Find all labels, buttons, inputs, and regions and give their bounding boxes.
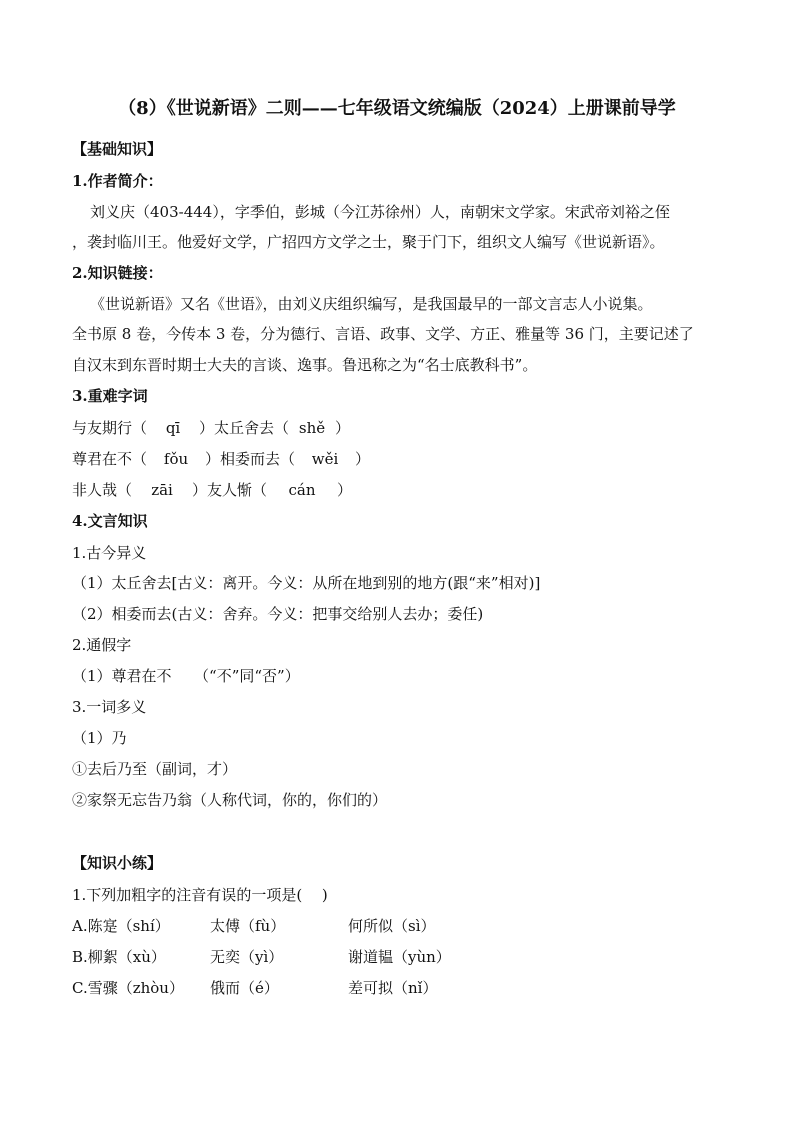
pinyin: shě <box>298 419 326 437</box>
pinyin: fǒu <box>163 450 189 468</box>
classical-item: ①去后乃至（副词，才） <box>72 760 238 778</box>
option-item: 何所似（sì） <box>348 917 436 935</box>
word-text: ）相委而去（ <box>205 450 296 468</box>
link-text-line: 《世说新语》又名《世语》，由刘义庆组织编写，是我国最早的一部文言志人小说集。 <box>90 295 653 313</box>
classical-item: （1）太丘舍去[古义：离开。今义：从所在地到别的地方(跟“来”相对)] <box>72 574 541 592</box>
section-heading-practice: 【知识小练】 <box>72 854 163 872</box>
option-item: 俄而（é） <box>210 979 279 997</box>
author-text-line: 刘义庆（403-444），字季伯，彭城（今江苏徐州）人，南朝宋文学家。宋武帝刘裕之侄 <box>90 203 670 221</box>
word-text: 尊君在不（ <box>72 450 148 468</box>
classical-item: （1）尊君在不 （“不”同“否”） <box>72 667 300 685</box>
pinyin: qī <box>165 419 181 437</box>
pinyin: wěi <box>311 450 339 468</box>
page-title: （8）《世说新语》二则——七年级语文统编版（2024）上册课前导学 <box>118 98 676 119</box>
link-text-line: 全书原 8 卷，今传本 3 卷，分为德行、言语、政事、文学、方正、雅量等 36 门，主要记述了 <box>72 325 694 343</box>
classical-subheading: 1.古今异义 <box>72 544 147 562</box>
word-row <box>72 480 352 500</box>
classical-subheading: 3.一词多义 <box>72 698 147 716</box>
classical-item: （2）相委而去(古义：舍弃。今义：把事交给别人去办；委任) <box>72 605 484 623</box>
word-row <box>72 449 370 469</box>
pinyin: cán <box>288 481 316 499</box>
pinyin: zāi <box>151 481 173 499</box>
link-text-line: 自汉末到东晋时期士大夫的言谈、逸事。鲁迅称之为“名士底教科书”。 <box>72 356 538 374</box>
option-item: B.柳絮（xù） <box>72 948 166 966</box>
author-heading: 1.作者简介： <box>72 172 163 190</box>
word-text: ） <box>335 419 351 437</box>
words-heading: 3.重难字词 <box>72 387 148 405</box>
word-text: ） <box>355 450 371 468</box>
option-item: A.陈寔（shí） <box>72 917 170 935</box>
classical-heading: 4.文言知识 <box>72 512 148 530</box>
word-text: ）太丘舍去（ <box>199 419 290 437</box>
author-text-line: ，袭封临川王。他爱好文学，广招四方文学之士，聚于门下，组织文人编写《世说新语》。 <box>72 233 665 251</box>
option-item: C.雪骤（zhòu） <box>72 979 184 997</box>
word-text: ）友人惭（ <box>192 481 268 499</box>
option-item: 无奕（yì） <box>210 948 284 966</box>
word-text: ） <box>337 481 353 499</box>
word-row <box>72 418 350 438</box>
classical-item: ②家祭无忘告乃翁（人称代词，你的，你们的） <box>72 791 388 809</box>
word-text: 与友期行（ <box>72 419 148 437</box>
section-heading-basic: 【基础知识】 <box>72 140 163 158</box>
link-heading: 2.知识链接： <box>72 264 163 282</box>
classical-subheading: 2.通假字 <box>72 636 132 654</box>
option-item: 谢道韫（yùn） <box>348 948 451 966</box>
option-item: 太傅（fù） <box>210 917 286 935</box>
question-stem: 1.下列加粗字的注音有误的一项是( ) <box>72 886 328 904</box>
word-text: 非人哉（ <box>72 481 133 499</box>
option-item: 差可拟（nǐ） <box>348 979 438 997</box>
classical-item: （1）乃 <box>72 729 127 747</box>
